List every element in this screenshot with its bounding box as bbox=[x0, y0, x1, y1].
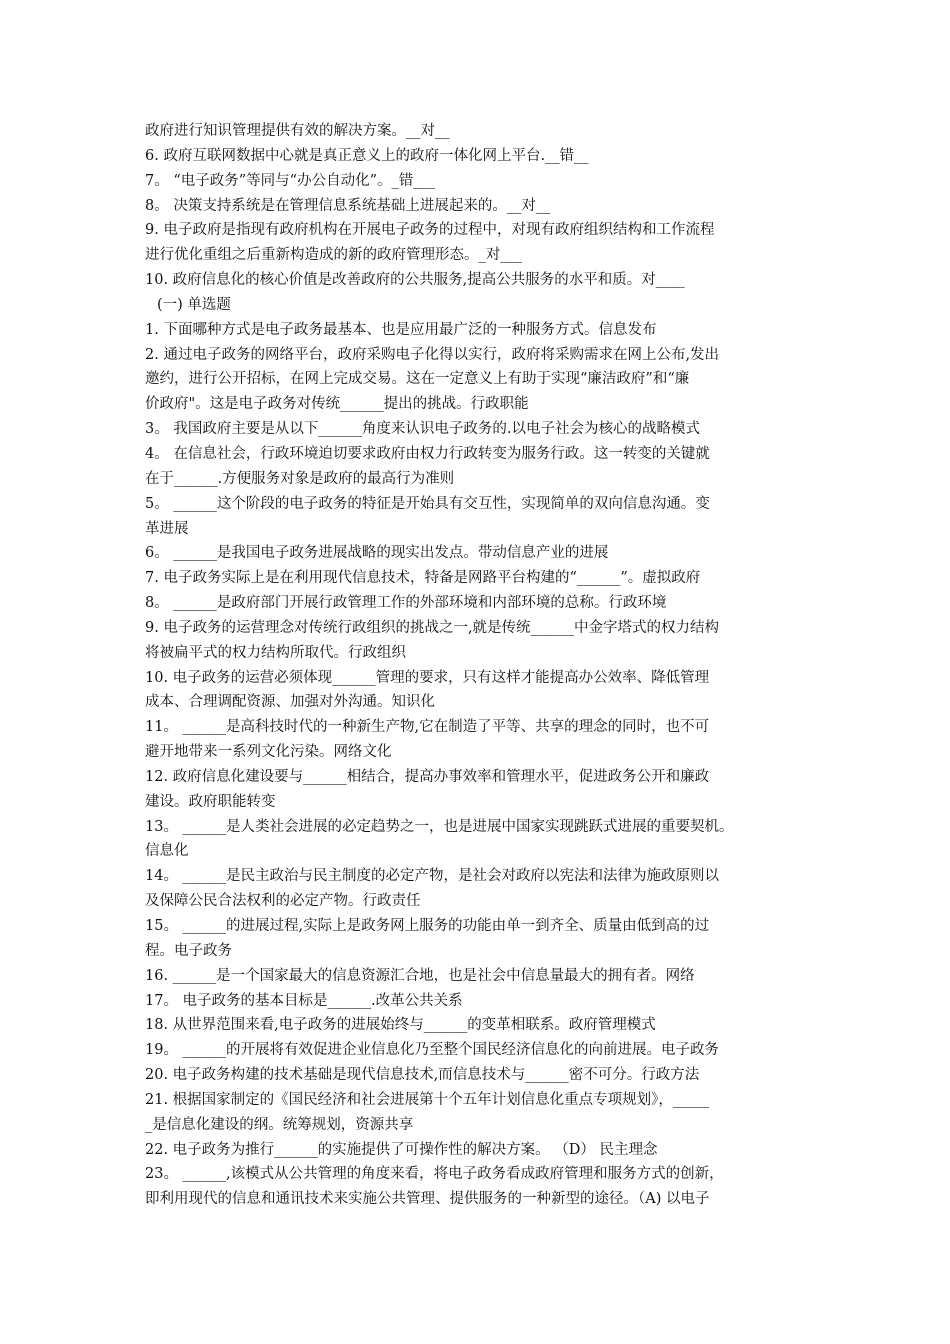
text-line: 7. 电子政务实际上是在利用现代信息技术，特备是网路平台构建的“______”。虚拟政府 bbox=[145, 570, 701, 587]
text-line: 20. 电子政务构建的技术基础是现代信息技术,而信息技术与______密不可分。行政方法 bbox=[145, 1067, 700, 1084]
text-line: 建设。政府职能转变 bbox=[145, 793, 276, 810]
text-line: 16. ______是一个国家最大的信息资源汇合地，也是社会中信息量最大的拥有者。网络 bbox=[145, 967, 695, 984]
text-line: _是信息化建设的纲。统筹规划，资源共享 bbox=[145, 1116, 414, 1133]
text-line: 22. 电子政务为推行______的实施提供了可操作性的解决方案。 （D） 民主理念 bbox=[145, 1141, 658, 1158]
section-heading: (一) 单选题 bbox=[157, 296, 231, 313]
text-line: 邀约，进行公开招标，在网上完成交易。这在一定意义上有助于实现“廉洁政府”和“廉 bbox=[145, 371, 690, 388]
text-line: 10. 电子政务的运营必须体现______管理的要求，只有这样才能提高办公效率、降低管理 bbox=[145, 669, 710, 686]
text-line: 避开地带来一系列文化污染。网络文化 bbox=[145, 744, 392, 761]
text-line: 13。 ______是人类社会进展的必定趋势之一，也是进展中国家实现跳跃式进展的重要契机。 bbox=[145, 818, 734, 835]
document-body bbox=[145, 119, 817, 1212]
text-line: 政府进行知识管理提供有效的解决方案。__对__ bbox=[145, 123, 450, 139]
text-line: 即利用现代的信息和通讯技术来实施公共管理、提供服务的一种新型的途径。（A) 以电子 bbox=[145, 1191, 710, 1208]
text-line: 信息化 bbox=[145, 843, 189, 860]
text-line: 11。 ______是高科技时代的一种新生产物,它在制造了平等、共享的理念的同时，也不可 bbox=[145, 719, 710, 736]
text-line: 1. 下面哪种方式是电子政务最基本、也是应用最广泛的一种服务方式。信息发布 bbox=[145, 321, 657, 338]
text-line: 在于______.方便服务对象是政府的最高行为准则 bbox=[145, 470, 455, 487]
text-line: 6。 ______是我国电子政务进展战略的现实出发点。带动信息产业的进展 bbox=[145, 545, 609, 562]
text-line: 17。 电子政务的基本目标是______.改革公共关系 bbox=[145, 992, 463, 1009]
text-line: 7。 “电子政务”等同与“办公自动化”。_错___ bbox=[145, 172, 435, 189]
text-line: 5。 ______这个阶段的电子政务的特征是开始具有交互性，实现简单的双向信息沟通。变 bbox=[145, 495, 710, 512]
text-line: 2. 通过电子政务的网络平台，政府采购电子化得以实行，政府将采购需求在网上公布,发出 bbox=[145, 346, 720, 363]
text-line: 8。 决策支持系统是在管理信息系统基础上进展起来的。__对__ bbox=[145, 197, 551, 214]
text-line: 9. 电子政务的运营理念对传统行政组织的挑战之一,就是传统______中金字塔式的权力结构 bbox=[145, 619, 720, 636]
text-line: 15。 ______的进展过程,实际上是政务网上服务的功能由单一到齐全、质量由低到高的过 bbox=[145, 918, 710, 934]
text-line: 9. 电子政府是指现有政府机构在开展电子政务的过程中，对现有政府组织结构和工作流程 bbox=[145, 222, 715, 239]
text-line: 成本、合理调配资源、加强对外沟通。知识化 bbox=[145, 694, 435, 711]
text-line: 18. 从世界范围来看,电子政务的进展始终与______的变革相联系。政府管理模式 bbox=[145, 1017, 656, 1034]
text-line: 6. 政府互联网数据中心就是真正意义上的政府一体化网上平台.__错__ bbox=[145, 147, 589, 164]
text-line: 10. 政府信息化的核心价值是改善政府的公共服务,提高公共服务的水平和质。对____ bbox=[145, 272, 685, 289]
text-line: 及保障公民合法权利的必定产物。行政责任 bbox=[145, 893, 421, 910]
text-line: 革进展 bbox=[145, 520, 189, 537]
text-line: 23。 ______,该模式从公共管理的角度来看，将电子政务看成政府管理和服务方式的创新， bbox=[145, 1166, 724, 1183]
text-line: 12. 政府信息化建设要与______相结合，提高办事效率和管理水平，促进政务公开和廉政 bbox=[145, 768, 710, 785]
text-line: 将被扁平式的权力结构所取代。行政组织 bbox=[145, 644, 406, 661]
text-line: 进行优化重组之后重新构造成的新的政府管理形态。_对___ bbox=[145, 247, 522, 264]
text-line: 19。 ______的开展将有效促进企业信息化乃至整个国民经济信息化的向前进展。电子政务 bbox=[145, 1042, 720, 1059]
text-line: 4。 在信息社会，行政环境迫切要求政府由权力行政转变为服务行政。这一转变的关键就 bbox=[145, 445, 710, 462]
text-line: 14。 ______是民主政治与民主制度的必定产物，是社会对政府以宪法和法律为施政原则以 bbox=[145, 868, 720, 885]
text-line: 8。 ______是政府部门开展行政管理工作的外部环境和内部环境的总称。行政环境 bbox=[145, 595, 667, 612]
text-line: 价政府"。这是电子政务对传统______提出的挑战。行政职能 bbox=[145, 396, 529, 413]
text-line: 程。电子政务 bbox=[145, 942, 232, 959]
text-line: 3。 我国政府主要是从以下______角度来认识电子政务的.以电子社会为核心的战略模式 bbox=[145, 421, 700, 438]
text-line: 21. 根据国家制定的《国民经济和社会进展第十个五年计划信息化重点专项规划》，_____ bbox=[145, 1091, 710, 1108]
